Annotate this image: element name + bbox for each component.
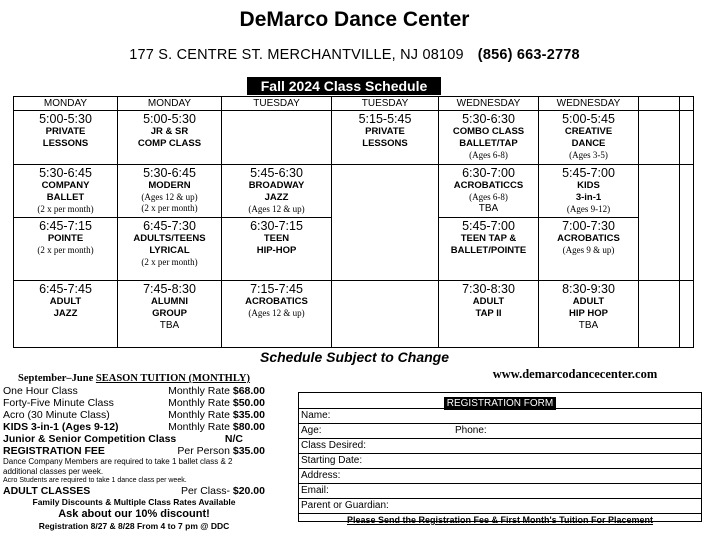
website-url: www.demarcodancecenter.com: [492, 367, 658, 381]
schedule-cell: [439, 111, 539, 165]
class-name: BALLET: [46, 192, 85, 204]
class-note: (Ages 12 & up): [248, 204, 305, 215]
acro-note: Acro Students are required to take 1 dance class per week.: [3, 477, 187, 484]
tuition-lines: [3, 385, 265, 433]
adult-classes-row: [3, 485, 265, 497]
class-note: (Ages 9 & up): [562, 245, 615, 256]
tuition-line: [3, 409, 265, 421]
class-tba: TBA: [578, 319, 599, 331]
class-note: (Ages 12 & up): [248, 307, 305, 318]
class-name: LESSONS: [362, 138, 408, 150]
class-name: KIDS: [577, 180, 600, 192]
schedule-row: [14, 111, 694, 165]
class-time: 5:30-6:30: [462, 112, 515, 127]
day-header: [680, 97, 694, 111]
phone-number: (856) 663-2778: [477, 47, 580, 63]
registration-fee-rate: $35.00: [232, 445, 265, 457]
schedule-cell: [118, 165, 222, 280]
class-note: (Ages 6-8): [469, 192, 508, 203]
class-name: ADULTS/TEENS: [133, 233, 206, 245]
day-header: WEDNESDAY: [439, 97, 539, 111]
class-note: (Ages 9-12): [566, 204, 611, 215]
class-name: ACROBATICCS: [453, 180, 524, 192]
class-time: 6:30-7:00: [462, 166, 515, 181]
tuition-rate-label: Monthly Rate: [168, 397, 233, 409]
studio-address: [0, 47, 709, 63]
class-name: COMP CLASS: [137, 138, 202, 150]
class-name: PRIVATE: [45, 126, 86, 138]
class-name: ADULT: [472, 295, 505, 307]
registration-fee-row: [3, 445, 265, 457]
class-time: 6:45-7:45: [39, 281, 92, 296]
class-name: DANCE: [571, 138, 606, 150]
schedule-cell: [222, 165, 332, 280]
class-name: TEEN: [263, 233, 290, 245]
class-time: 5:30-6:45: [143, 166, 196, 181]
class-time: 6:45-7:30: [143, 219, 196, 234]
class-time: 5:00-5:30: [143, 112, 196, 127]
class-time: 5:15-5:45: [358, 112, 412, 127]
class-note: (2 x per month): [141, 203, 198, 214]
class-note: (2 x per month): [37, 245, 94, 256]
tuition-rate: $50.00: [232, 397, 265, 409]
class-name: ADULT: [49, 295, 82, 307]
class-desired-field[interactable]: Class Desired:: [299, 439, 701, 454]
address-text: 177 S. CENTRE ST. MERCHANTVILLE, NJ 08109: [129, 47, 464, 63]
schedule-cell: [14, 165, 118, 280]
day-header: WEDNESDAY: [539, 97, 639, 111]
class-name: HIP HOP: [569, 307, 608, 319]
class-name: CREATIVE: [564, 126, 613, 138]
name-field[interactable]: Name:: [299, 409, 701, 424]
schedule-cell: [539, 280, 639, 347]
registration-form-footer: Please Send the Registration Fee & First Month's Tuition For Placement: [346, 515, 654, 525]
day-header: TUESDAY: [222, 97, 332, 111]
tuition-rate: $35.00: [232, 409, 265, 421]
class-schedule-table: [13, 96, 694, 348]
day-header: TUESDAY: [332, 97, 439, 111]
phone-field-label: Phone:: [455, 425, 487, 436]
tuition-rate-label: Monthly Rate: [168, 385, 233, 397]
class-time: 7:30-8:30: [462, 281, 515, 296]
schedule-header-row: [14, 97, 694, 111]
schedule-cell: [639, 165, 680, 280]
class-time: 5:30-6:45: [39, 166, 92, 181]
tuition-label: One Hour Class: [3, 385, 78, 397]
class-name: 3-in-1: [575, 192, 602, 204]
age-field[interactable]: Age: Phone:: [299, 424, 701, 439]
class-note: (2 x per month): [37, 204, 94, 215]
competition-label: Junior & Senior Competition Class: [3, 433, 177, 445]
class-tba: TBA: [159, 319, 180, 331]
class-time: 7:00-7:30: [562, 219, 615, 234]
schedule-cell: [118, 111, 222, 165]
tuition-heading-prefix: September–June: [18, 373, 96, 384]
class-time: 7:45-8:30: [143, 281, 196, 296]
class-name: BROADWAY: [248, 180, 305, 192]
class-note: (Ages 6-8): [469, 150, 508, 161]
schedule-cell: [680, 165, 694, 280]
schedule-row: [14, 165, 694, 280]
class-name: LYRICAL: [149, 245, 190, 257]
class-name: JR & SR: [150, 126, 189, 138]
page-title: DeMarco Dance Center: [239, 8, 470, 31]
class-name: COMPANY: [41, 180, 90, 192]
class-name: BALLET/TAP: [459, 138, 518, 150]
adult-classes-rate-label: Per Class-: [180, 485, 233, 497]
tuition-section: [3, 373, 265, 532]
class-name: BALLET/POINTE: [450, 245, 527, 257]
competition-row: [3, 433, 265, 445]
schedule-cell: [680, 280, 694, 347]
class-note: (Ages 12 & up): [141, 192, 198, 203]
class-name: ACROBATICS: [557, 233, 620, 245]
registration-fee-label: REGISTRATION FEE: [3, 445, 105, 457]
address-field[interactable]: Address:: [299, 469, 701, 484]
class-name: ALUMNI: [151, 295, 188, 307]
class-name: TAP II: [475, 307, 502, 319]
starting-date-field[interactable]: Starting Date:: [299, 454, 701, 469]
registration-fee-rate-label: Per Person: [177, 445, 233, 457]
class-name: ACROBATICS: [245, 295, 308, 307]
schedule-cell: [332, 111, 439, 165]
class-tba: TBA: [478, 203, 499, 215]
class-time: 6:45-7:15: [39, 219, 92, 234]
schedule-cell: [680, 111, 694, 165]
class-time: 5:45-7:00: [562, 166, 615, 181]
tuition-rate: $80.00: [232, 421, 265, 433]
tuition-label: Acro (30 Minute Class): [3, 409, 110, 421]
schedule-row: [14, 280, 694, 347]
competition-value: N/C: [224, 433, 243, 445]
schedule-title: Fall 2024 Class Schedule: [247, 77, 441, 95]
adult-classes-rate: $20.00: [232, 485, 265, 497]
schedule-cell: [539, 111, 639, 165]
class-time: 5:00-5:30: [39, 112, 92, 127]
day-header: MONDAY: [118, 97, 222, 111]
day-header: MONDAY: [14, 97, 118, 111]
tuition-rate-label: Monthly Rate: [168, 421, 233, 433]
class-name: PRIVATE: [365, 126, 405, 138]
company-note: Dance Company Members are required to take 1 ballet class & 2 additional classes per week.: [3, 457, 233, 476]
class-time: 5:45-6:30: [250, 166, 303, 181]
schedule-cell: [639, 280, 680, 347]
tuition-label: KIDS 3-in-1 (Ages 9-12): [3, 421, 119, 433]
tuition-heading-title: SEASON TUITION (MONTHLY): [95, 373, 250, 384]
class-name: TEEN TAP &: [460, 233, 517, 245]
schedule-cell: [439, 165, 539, 280]
tuition-line: [3, 385, 265, 397]
class-name: COMBO CLASS: [452, 126, 525, 138]
email-field[interactable]: Email:: [299, 484, 701, 499]
class-time: 5:00-5:45: [562, 112, 615, 127]
schedule-cell: [539, 165, 639, 280]
class-time: 8:30-9:30: [562, 281, 615, 296]
schedule-cell: [222, 280, 332, 347]
schedule-cell: [222, 111, 332, 165]
schedule-cell: [118, 280, 222, 347]
day-header: [639, 97, 680, 111]
schedule-cell: [332, 280, 439, 347]
parent-guardian-field[interactable]: Parent or Guardian:: [299, 499, 701, 514]
schedule-notice: Schedule Subject to Change: [259, 349, 450, 365]
schedule-cell: [14, 111, 118, 165]
class-name: JAZZ: [264, 192, 289, 204]
class-time: 5:45-7:00: [462, 219, 515, 234]
class-name: JAZZ: [53, 307, 78, 319]
registration-form: [298, 392, 702, 525]
tuition-rate: $68.00: [232, 385, 265, 397]
discounts-note: Family Discounts & Multiple Class Rates Available: [32, 497, 236, 507]
registration-dates: Registration 8/27 & 8/28 From 4 to 7 pm @ DDC: [38, 521, 230, 531]
class-time: 7:15-7:45: [250, 281, 303, 296]
class-name: GROUP: [152, 307, 187, 319]
discount-offer: Ask about our 10% discount!: [58, 508, 210, 520]
class-name: POINTE: [47, 233, 84, 245]
registration-form-title: REGISTRATION FORM: [444, 397, 556, 410]
tuition-line: [3, 397, 265, 409]
schedule-cell: [14, 280, 118, 347]
schedule-cell: [332, 165, 439, 280]
class-note: (2 x per month): [141, 257, 198, 268]
class-note: (Ages 3-5): [569, 150, 608, 161]
tuition-line: [3, 421, 265, 433]
adult-classes-label: ADULT CLASSES: [3, 485, 91, 497]
class-time: 6:30-7:15: [250, 219, 303, 234]
tuition-rate-label: Monthly Rate: [168, 409, 233, 421]
schedule-cell: [639, 111, 680, 165]
tuition-label: Forty-Five Minute Class: [3, 397, 114, 409]
schedule-cell: [439, 280, 539, 347]
class-name: MODERN: [148, 180, 191, 192]
class-name: LESSONS: [42, 138, 89, 150]
class-name: ADULT: [572, 295, 605, 307]
class-name: HIP-HOP: [256, 245, 297, 257]
tuition-heading: [3, 373, 265, 384]
